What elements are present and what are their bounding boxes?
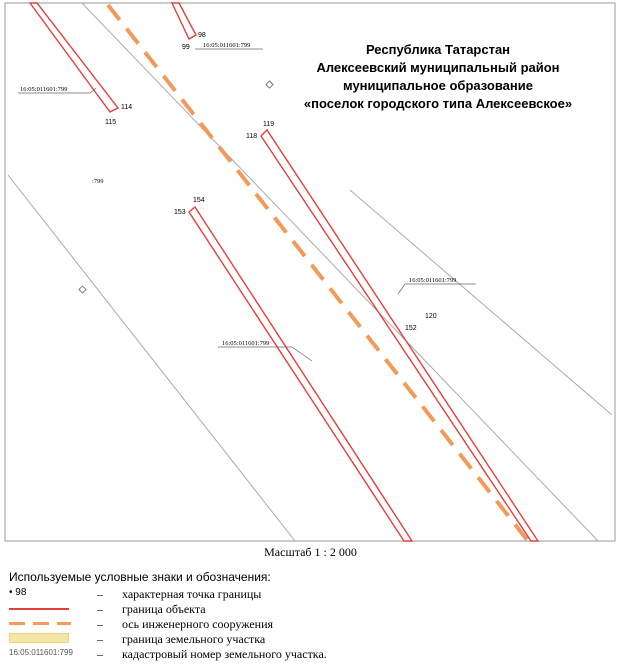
point-label-114: 114 [121, 104, 133, 111]
object-boundary-right [261, 130, 538, 541]
legend-row-point [9, 586, 609, 601]
marker-diamond-1 [266, 81, 273, 88]
point-label-120: 120 [425, 313, 437, 320]
legend-text-point: характерная точка границы [122, 587, 262, 601]
cadastral-label-1: 16:05:011601:799 [203, 42, 251, 49]
cadastral-label-5: 16:05:011601:799 [222, 340, 270, 347]
legend-title: Используемые условные знаки и обозначения: [9, 570, 271, 584]
object-boundary-middle [189, 207, 412, 541]
legend-text-parcel: граница земельного участка [122, 632, 266, 646]
map-title-line-1: Республика Татарстан [365, 42, 511, 57]
legend-dash: – [97, 617, 103, 631]
legend-dash: – [97, 587, 103, 601]
legend-cadastral-symbol: 16:05:011601:799 [9, 648, 73, 657]
point-label-153: 153 [174, 209, 186, 216]
point-label-152: 152 [405, 325, 417, 332]
cadastral-label-4: 16:05:011601:799 [409, 277, 457, 284]
point-label-98: 98 [198, 32, 206, 39]
cadastral-pointer-5 [292, 347, 312, 361]
legend-row-object-boundary [9, 601, 609, 616]
cadastral-pointer-4 [398, 284, 405, 294]
legend-dash: – [97, 602, 103, 616]
cadastral-label-2: 16:05:011601:799 [20, 86, 68, 93]
map-title-line-3: муниципальное образование [343, 78, 533, 93]
legend-parcel-symbol [9, 633, 69, 643]
legend [9, 586, 609, 661]
legend-row-parcel [9, 631, 609, 646]
point-label-154: 154 [193, 197, 205, 204]
parcel-line-3 [8, 175, 295, 541]
legend-red-line-symbol [9, 608, 69, 610]
cadastral-label-3: :799 [92, 178, 104, 185]
marker-diamond-2 [79, 286, 86, 293]
scale-label: Масштаб 1 : 2 000 [264, 545, 357, 559]
legend-dash: – [97, 647, 103, 661]
legend-point-symbol: • 98 [9, 587, 27, 598]
map-title-line-4: «поселок городского типа Алексеевское» [303, 96, 573, 111]
parcel-line-2 [350, 190, 612, 415]
object-boundary-top [172, 3, 196, 39]
map-title-line-2: Алексеевский муниципальный район [316, 60, 560, 75]
legend-text-axis: ось инженерного сооружения [122, 617, 274, 631]
legend-row-cadastral [9, 646, 609, 661]
legend-row-axis [9, 616, 609, 631]
legend-dash: – [97, 632, 103, 646]
point-label-119: 119 [263, 121, 275, 128]
object-boundary-top-left [30, 3, 118, 112]
legend-text-object-boundary: граница объекта [122, 602, 206, 616]
point-label-99: 99 [182, 44, 190, 51]
legend-text-cadastral: кадастровый номер земельного участка. [122, 647, 327, 661]
point-label-118: 118 [246, 133, 258, 140]
legend-dashed-line-symbol [9, 622, 71, 625]
point-label-115: 115 [105, 119, 117, 126]
